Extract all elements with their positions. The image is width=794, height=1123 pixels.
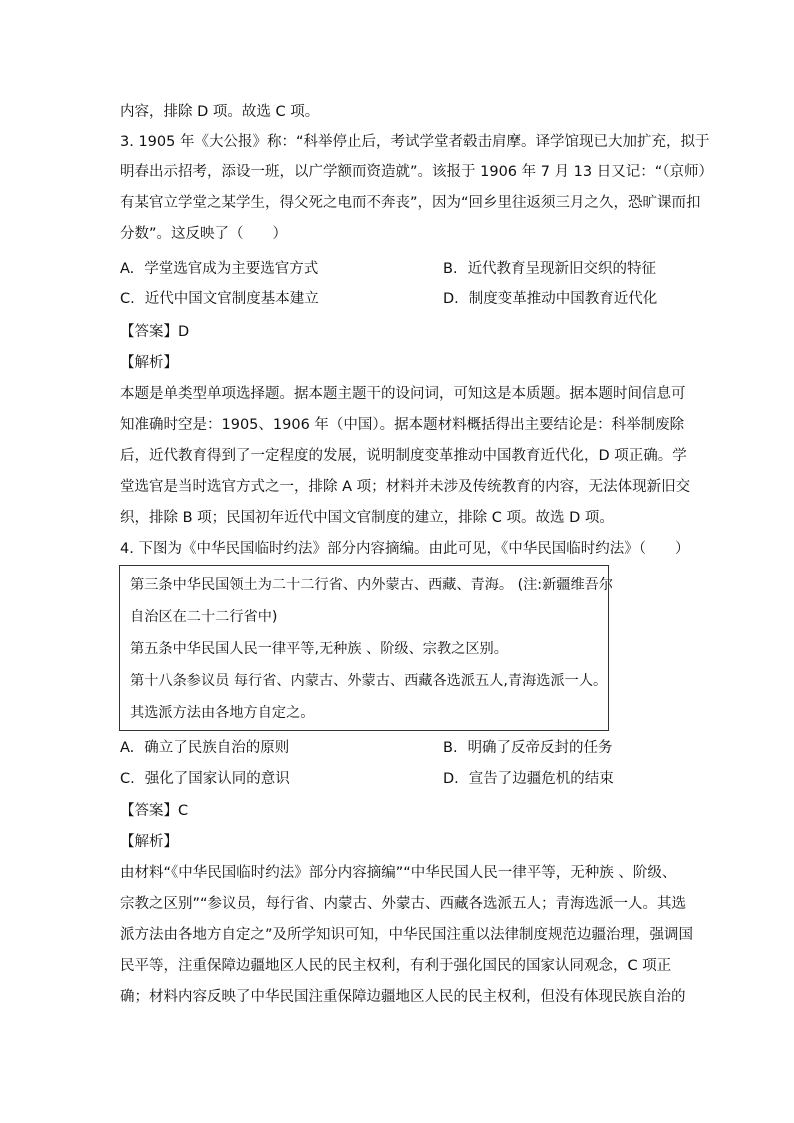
q3-analysis-line-4: 堂选官是当时选官方式之一，排除 A 项；材料并未涉及传统教育的内容，无法体现新旧交 xyxy=(120,479,691,495)
q4-box-line-3: 第五条中华民国人民一律平等,无种族 、阶级、宗教之区别。 xyxy=(130,641,508,657)
q4-option-b: B. 明确了反帝反封的任务 xyxy=(443,740,613,756)
q4-analysis-line-5: 确；材料内容反映了中华民国注重保障边疆地区人民的民主权利，但没有体现民族自治的 xyxy=(120,989,686,1005)
q3-stem-line-2: 明春出示招考，添设一班，以广学额而资造就”。该报于 1906 年 7 月 13 日又记：“（京师） xyxy=(120,164,714,180)
q4-box-line-4: 第十八条参议员 每行省、内蒙古、外蒙古、西藏各选派五人,青海选派一人。 xyxy=(130,673,608,689)
q3-option-c: C. 近代中国文官制度基本建立 xyxy=(120,291,319,307)
q3-analysis-line-3: 后，近代教育得到了一定程度的发展，说明制度变革推动中国教育近代化，D 项正确。学 xyxy=(120,448,687,464)
q4-analysis-line-4: 民平等，注重保障边疆地区人民的民主权利，有利于强化国民的国家认同观念，C 项正 xyxy=(120,958,672,974)
q3-option-a: A. 学堂选官成为主要选官方式 xyxy=(120,261,319,277)
q4-box-line-1: 第三条中华民国领土为二十二行省、内外蒙古、西藏、青海。 (注:新疆维吾尔 xyxy=(130,577,614,593)
q3-option-d: D. 制度变革推动中国教育近代化 xyxy=(443,291,658,307)
q3-analysis-line-5: 织，排除 B 项；民国初年近代中国文官制度的建立，排除 C 项。故选 D 项。 xyxy=(120,510,614,526)
q3-analysis-title: 【解析】 xyxy=(120,355,178,371)
q4-analysis-line-3: 派方法由各地方自定之”及所学知识可知，中华民国注重以法律制度规范边疆治理，强调国 xyxy=(120,927,694,943)
q3-answer: 【答案】D xyxy=(120,324,190,340)
q3-analysis-line-1: 本题是单类型单项选择题。据本题主题干的设问词，可知这是本质题。据本题时间信息可 xyxy=(120,386,686,402)
q4-option-c: C. 强化了国家认同的意识 xyxy=(120,771,290,787)
q4-option-a: A. 确立了民族自治的原则 xyxy=(120,740,290,756)
q4-stem: 4. 下图为《中华民国临时约法》部分内容摘编。由此可见，《中华民国临时约法》（ ） xyxy=(120,541,690,557)
q4-option-d: D. 宣告了边疆危机的结束 xyxy=(443,771,614,787)
q4-analysis-line-2: 宗教之区别”“参议员，每行省、内蒙古、外蒙古、西藏各选派五人；青海选派一人。其选 xyxy=(120,896,687,912)
q3-option-b: B. 近代教育呈现新旧交织的特征 xyxy=(443,261,657,277)
q3-stem-line-4: 分数”。这反映了（ ） xyxy=(120,226,288,242)
q3-stem-line-3: 有某官立学堂之某学生，得父死之电而不奔丧”，因为“回乡里往返须三月之久，恐旷课而扣 xyxy=(120,195,701,211)
q4-analysis-title: 【解析】 xyxy=(120,834,178,850)
continued-text: 内容，排除 D 项。故选 C 项。 xyxy=(120,104,320,120)
q4-box-line-2: 自治区在二十二行省中) xyxy=(130,609,278,625)
q4-box-line-5: 其选派方法由各地方自定之。 xyxy=(130,705,315,721)
q3-stem-line-1: 3. 1905 年《大公报》称：“科举停止后，考试学堂者毂击肩摩。译学馆现已大加扩充，拟于 xyxy=(120,134,710,150)
q4-material-box xyxy=(119,565,614,731)
q4-analysis-line-1: 由材料“《中华民国临时约法》部分内容摘编”“中华民国人民一律平等，无种族 、阶级、 xyxy=(120,865,677,881)
q4-answer: 【答案】C xyxy=(120,803,189,819)
q3-analysis-line-2: 知准确时空是：1905、1906 年（中国）。据本题材料概括得出主要结论是：科举制废除 xyxy=(120,417,685,433)
